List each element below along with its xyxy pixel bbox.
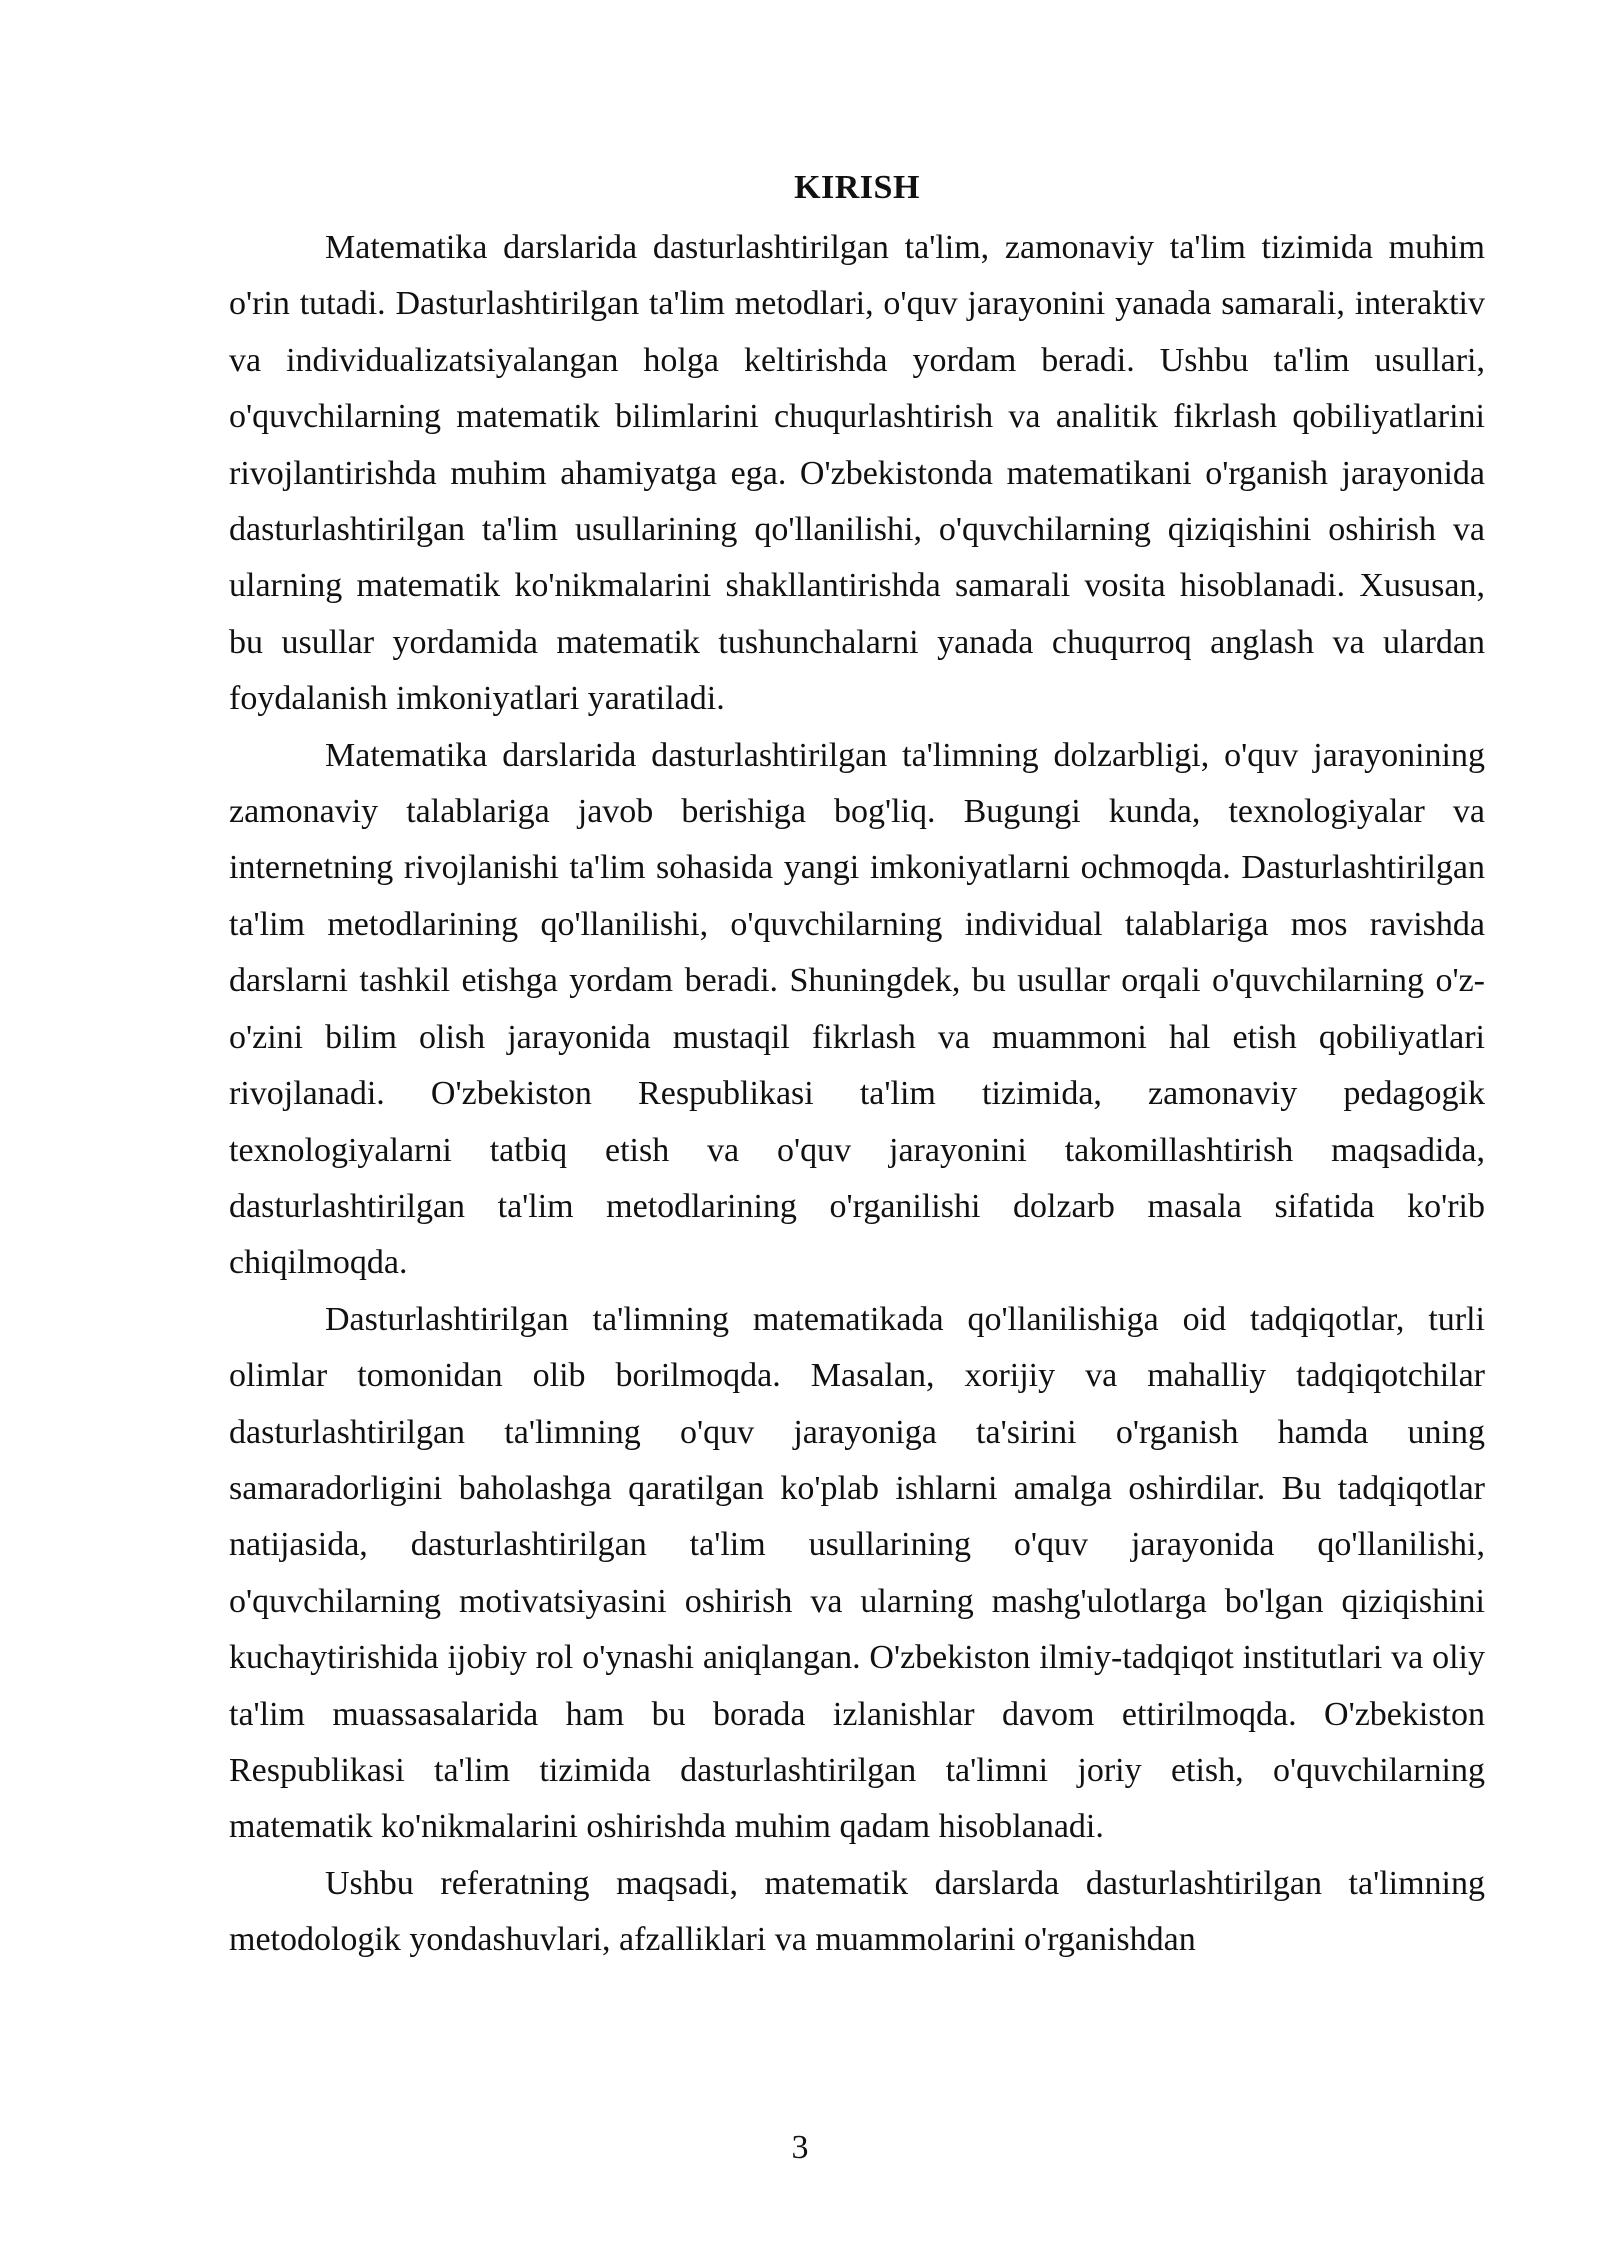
page-number: 3 xyxy=(791,2129,809,2166)
paragraph-2: Matematika darslarida dasturlashtirilgan ta'limning dolzarbligi, o'quv jarayonining zamonaviy talablariga javob berishiga bog'liq. Bugungi kunda, texnologiyalar va internetning rivojlanishi ta'lim sohasida yangi imkoniyatlarni ochmoqda. Dasturlashtirilgan ta'lim metodlarining qo'llanilishi, o'quvchilarning individual talablariga mos ravishda darslarni tashkil etishga yordam beradi. Shuningdek, bu usullar orqali o'quvchilarning o'z-o'zini bilim olish jarayonida mustaqil fikrlash va muammoni hal etish qobiliyatlari rivojlanadi. O'zbekiston Respublikasi ta'lim tizimida, zamonaviy pedagogik texnologiyalarni tatbiq etish va o'quv jarayonini takomillashtirish maqsadida, dasturlashtirilgan ta'lim metodlarining o'rganilishi dolzarb masala sifatida ko'rib chiqilmoqda. xyxy=(229,736,1485,1282)
page-content xyxy=(229,160,1485,1969)
paragraph-4: Ushbu referatning maqsadi, matematik darslarda dasturlashtirilgan ta'limning metodologik yondashuvlari, afzalliklari va muammolarini o'rganishdan xyxy=(229,1864,1485,1959)
paragraph-3: Dasturlashtirilgan ta'limning matematikada qo'llanilishiga oid tadqiqotlar, turli olimlar tomonidan olib borilmoqda. Masalan, xorijiy va mahalliy tadqiqotchilar dasturlashtirilgan ta'limning o'quv jarayoniga ta'sirini o'rganish hamda uning samaradorligini baholashga qaratilgan ko'plab ishlarni amalga oshirdilar. Bu tadqiqotlar natijasida, dasturlashtirilgan ta'lim usullarining o'quv jarayonida qo'llanilishi, o'quvchilarning motivatsiyasini oshirish va ularning mashg'ulotlarga bo'lgan qiziqishini kuchaytirishida ijobiy rol o'ynashi aniqlangan. O'zbekiston ilmiy-tadqiqot institutlari va oliy ta'lim muassasalarida ham bu borada izlanishlar davom ettirilmoqda. O'zbekiston Respublikasi ta'lim tizimida dasturlashtirilgan ta'limni joriy etish, o'quvchilarning matematik ko'nikmalarini oshirishda muhim qadam hisoblanadi. xyxy=(229,1300,1485,1846)
section-title: KIRISH xyxy=(794,169,920,206)
paragraph-1: Matematika darslarida dasturlashtirilgan ta'lim, zamonaviy ta'lim tizimida muhim o'rin tutadi. Dasturlashtirilgan ta'lim metodlari, o'quv jarayonini yanada samarali, interaktiv va individualizatsiyalangan holga keltirishda yordam beradi. Ushbu ta'lim usullari, o'quvchilarning matematik bilimlarini chuqurlashtirish va analitik fikrlash qobiliyatlarini rivojlantirishda muhim ahamiyatga ega. O'zbekistonda matematikani o'rganish jarayonida dasturlashtirilgan ta'lim usullarining qo'llanilishi, o'quvchilarning qiziqishini oshirish va ularning matematik ko'nikmalarini shakllantirishda samarali vosita hisoblanadi. Xususan, bu usullar yordamida matematik tushunchalarni yanada chuqurroq anglash va ulardan foydalanish imkoniyatlari yaratiladi. xyxy=(229,229,1485,718)
